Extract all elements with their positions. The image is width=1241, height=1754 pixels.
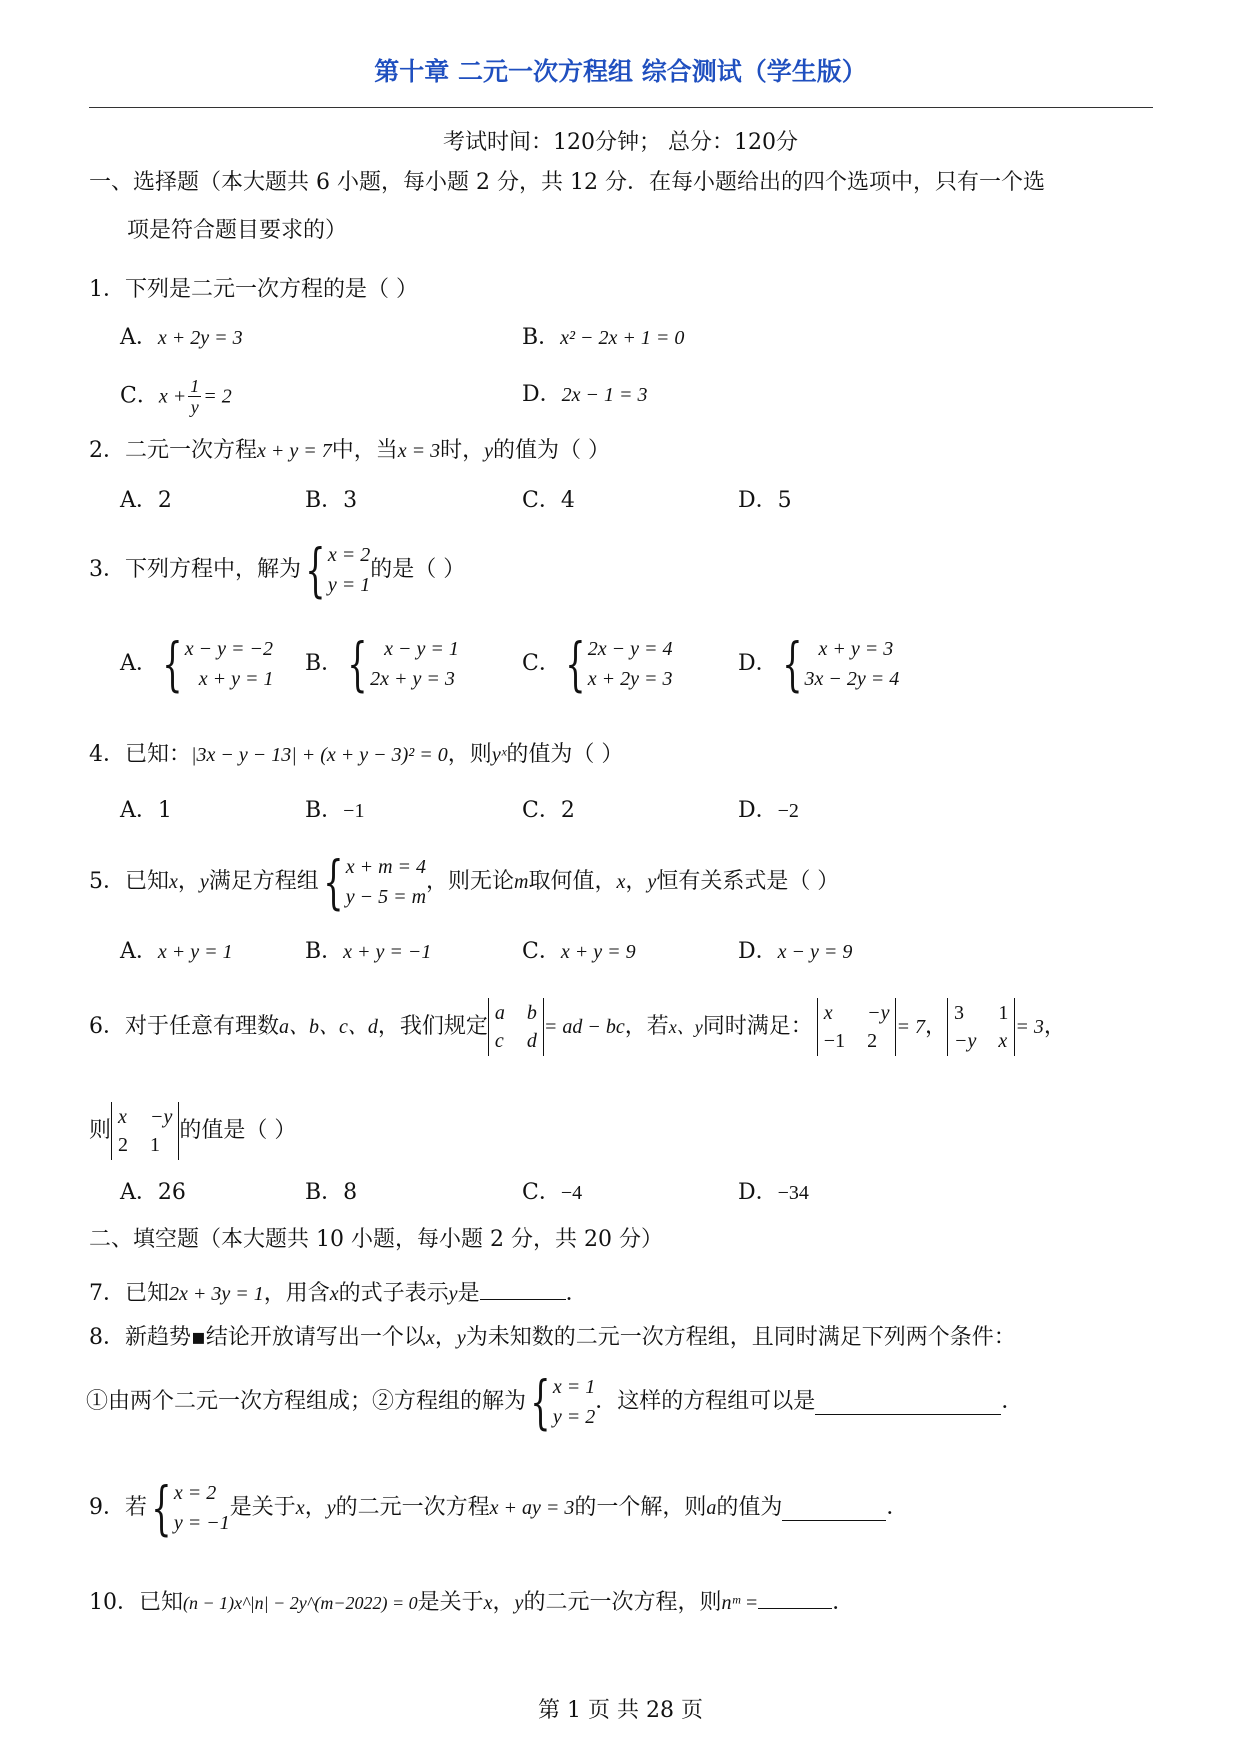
q5-row-2: y − 5 = m — [345, 886, 427, 908]
q2-text-4: 的值为（ ） — [493, 438, 611, 463]
q9-row-2: y = −1 — [173, 1512, 230, 1534]
brace-icon: { — [162, 630, 183, 698]
section1-heading-cont: 项是符合题目要求的） — [127, 218, 348, 243]
q9-text-2: 是关于 — [229, 1495, 296, 1520]
q10-answer-blank[interactable] — [758, 1584, 832, 1609]
q3-b-label: B． — [305, 651, 344, 676]
q5-var-x2: x — [616, 871, 626, 893]
q9-expr: x + ay = 3 — [489, 1497, 575, 1519]
q4-option-c: C．2 — [522, 798, 575, 823]
q10-var-y: y — [514, 1592, 524, 1614]
q3-system — [301, 536, 371, 604]
brace-icon: { — [347, 630, 368, 698]
q1-option-a — [120, 323, 243, 353]
q5-var-x: x — [169, 871, 178, 893]
brace-icon: { — [323, 848, 344, 916]
q2-stem — [89, 436, 610, 466]
q1-c-pre: x + — [158, 385, 187, 408]
q10-expr: (n − 1)x^|n| − 2y^(m−2022) = 0 — [183, 1593, 418, 1613]
q7-text-4: 是 — [457, 1281, 480, 1306]
q8-text-1: 8．新趋势▪结论开放请写出一个以 — [89, 1325, 426, 1350]
q9-answer-blank[interactable] — [782, 1496, 886, 1521]
det-cell: 3 — [953, 1002, 964, 1024]
q5-d-expr: x − y = 9 — [777, 941, 853, 963]
q2-option-c: C．4 — [522, 488, 575, 513]
q1-b-expr: x² − 2x + 1 = 0 — [560, 327, 685, 349]
q5-d-label: D． — [738, 939, 778, 964]
q6-text-4: 同时满足： — [702, 1014, 813, 1039]
q9-var-a: a — [706, 1497, 717, 1519]
q9-row-1: x = 2 — [173, 1482, 217, 1504]
q3-text-1: 3．下列方程中，解为 — [89, 557, 301, 582]
q6-option-b: B．8 — [305, 1180, 358, 1205]
q4-text-2: ，则 — [447, 742, 492, 767]
q5-var-y: y — [199, 871, 209, 893]
q6-d-value: −34 — [777, 1182, 809, 1204]
q4-text-1: 4．已知： — [89, 742, 191, 767]
q6-text-3: ，若 — [624, 1014, 669, 1039]
q6-xy: x、y — [668, 1017, 703, 1037]
q8-text-4: ．这样的方程组可以是 — [595, 1389, 816, 1414]
q4-option-a: A．1 — [120, 798, 172, 823]
q6-definition: = ad − bc — [543, 1016, 625, 1038]
q1-c-post: = 2 — [203, 385, 232, 408]
det-cell: 1 — [150, 1134, 161, 1156]
q3-text-2: 的是（ ） — [370, 557, 466, 582]
q7-expr: 2x + 3y = 1 — [169, 1283, 264, 1305]
q6-option-c — [522, 1178, 582, 1208]
q3-stem — [89, 536, 466, 604]
q5-option-b — [305, 937, 431, 967]
q3-option-c — [522, 630, 673, 698]
q10-end: ． — [832, 1590, 855, 1615]
q2-expr-3: y — [484, 440, 494, 462]
det-cell: −1 — [823, 1030, 846, 1052]
q7-var-y: y — [448, 1283, 458, 1305]
q9-var-y: y — [326, 1497, 336, 1519]
q5-option-d — [738, 937, 852, 967]
brace-icon: { — [565, 630, 586, 698]
q6-option-a: A．26 — [120, 1180, 186, 1205]
q6-text-6: 的值是（ ） — [179, 1118, 297, 1143]
q5-var-y2: y — [647, 871, 657, 893]
q6-determinant-2 — [947, 998, 1015, 1056]
q8-line1 — [89, 1323, 1016, 1353]
q8-text-2: 为未知数的二元一次方程组，且同时满足下列两个条件： — [465, 1325, 1016, 1350]
det-cell: d — [526, 1030, 537, 1052]
q1-c-denominator: y — [190, 397, 199, 417]
q2-expr-1: x + y = 7 — [257, 440, 332, 462]
q1-a-label: A． — [120, 325, 158, 350]
q10-text-3: 的二元一次方程，则 — [523, 1590, 722, 1615]
q2-option-d: D．5 — [738, 488, 792, 513]
q4-b-label: B． — [305, 798, 344, 823]
q5-text-1: 5．已知 — [89, 869, 169, 894]
q1-option-b — [522, 323, 684, 353]
q10-var-x: x — [483, 1592, 493, 1614]
q3-b-row-2: 2x + y = 3 — [370, 668, 455, 690]
q6-text-5: 则 — [89, 1118, 112, 1143]
det-cell: x — [998, 1030, 1008, 1052]
q6-question — [89, 1102, 296, 1160]
q6-comma: ， — [924, 1014, 947, 1039]
det-cell: 1 — [998, 1002, 1009, 1024]
brace-icon: { — [781, 630, 803, 698]
q5-c-expr: x + y = 9 — [560, 941, 636, 963]
q5-system — [319, 848, 427, 916]
q7-answer-blank[interactable] — [480, 1275, 566, 1300]
q1-stem: 1．下列是二元一次方程的是（ ） — [89, 277, 418, 302]
q1-c-numerator: 1 — [190, 376, 200, 396]
q7-stem — [89, 1275, 588, 1309]
q6-determinant-3 — [111, 1102, 179, 1160]
q8-row-1: x = 1 — [552, 1376, 596, 1398]
q7-text-1: 7．已知 — [89, 1281, 169, 1306]
q10-comma: ， — [492, 1590, 515, 1615]
q6-stem — [89, 998, 1066, 1056]
q6-tail: ， — [1043, 1014, 1066, 1039]
q3-option-a — [120, 630, 274, 698]
q4-expr-2: yˣ — [491, 744, 507, 766]
q5-var-m: m — [514, 871, 529, 893]
q4-stem — [89, 740, 623, 770]
q3-a-row-1: x − y = −2 — [184, 638, 274, 660]
q5-option-c — [522, 937, 636, 967]
q2-expr-2: x = 3 — [397, 440, 441, 462]
q3-c-row-2: x + 2y = 3 — [587, 668, 673, 690]
det-cell: x — [823, 1002, 833, 1024]
q6-option-d — [738, 1178, 809, 1208]
section2-heading: 二、填空题（本大题共 10 小题，每小题 2 分，共 20 分） — [89, 1227, 663, 1252]
q2-option-b: B．3 — [305, 488, 358, 513]
q8-var-x: x — [425, 1327, 435, 1349]
det-cell: x — [118, 1106, 127, 1128]
q5-option-a — [120, 937, 233, 967]
q6-text-2: ，我们规定 — [377, 1014, 488, 1039]
q1-b-label: B． — [522, 325, 561, 350]
det-cell: −y — [150, 1106, 173, 1128]
brace-icon: { — [305, 536, 326, 604]
q6-determinant-def — [488, 998, 544, 1056]
det-cell: −y — [953, 1030, 977, 1052]
q5-b-label: B． — [305, 939, 344, 964]
q9-var-x: x — [295, 1497, 305, 1519]
q9-text-5: 的值为 — [716, 1495, 783, 1520]
q8-system — [526, 1368, 596, 1436]
q3-option-b — [305, 630, 459, 698]
brace-icon: { — [151, 1474, 172, 1542]
q9-stem — [89, 1474, 909, 1542]
q8-row-2: y = 2 — [552, 1406, 596, 1428]
q3-option-d — [738, 630, 900, 698]
q3-d-row-1: x + y = 3 — [818, 638, 894, 660]
q2-option-a: A．2 — [120, 488, 172, 513]
q3-d-label: D． — [738, 651, 778, 676]
q9-text-3: 的二元一次方程 — [335, 1495, 490, 1520]
q5-comma-1: ， — [177, 869, 200, 894]
q8-answer-blank[interactable] — [815, 1390, 1001, 1415]
q5-text-3: ，则无论 — [426, 869, 515, 894]
q1-option-d — [522, 380, 648, 410]
q9-text-4: 的一个解，则 — [574, 1495, 707, 1520]
q9-end: ． — [886, 1495, 909, 1520]
q2-text-1: 2．二元一次方程 — [89, 438, 257, 463]
q10-text-1: 10．已知 — [89, 1590, 183, 1615]
q6-eq-2: = 3 — [1015, 1016, 1044, 1038]
q5-comma-2: ， — [625, 869, 648, 894]
q10-stem — [89, 1584, 854, 1618]
q4-option-d — [738, 796, 799, 826]
q9-text-1: 9．若 — [89, 1495, 147, 1520]
q10-expr-2: nᵐ = — [721, 1592, 759, 1614]
q8-line2 — [86, 1368, 1024, 1436]
q3-c-row-1: 2x − y = 4 — [587, 638, 673, 660]
q2-text-3: 时， — [440, 438, 485, 463]
exam-info: 考试时间：120分钟； 总分：120分 — [443, 130, 798, 155]
q9-comma: ， — [304, 1495, 327, 1520]
q5-a-expr: x + y = 1 — [157, 941, 233, 963]
q3-row-1: x = 2 — [327, 544, 371, 566]
q8-text-3: ①由两个二元一次方程组成；②方程组的解为 — [86, 1389, 527, 1414]
q6-determinant-1 — [817, 998, 897, 1056]
q4-d-label: D． — [738, 798, 778, 823]
q3-c-label: C． — [522, 651, 561, 676]
section1-heading: 一、选择题（本大题共 6 小题，每小题 2 分，共 12 分．在每小题给出的四个选项中，只有一个选 — [89, 170, 1045, 195]
q5-text-5: 恒有关系式是（ ） — [656, 869, 840, 894]
q7-text-2: ，用含 — [263, 1281, 330, 1306]
brace-icon: { — [530, 1368, 551, 1436]
q8-var-y: y — [456, 1327, 466, 1349]
q7-end: ． — [565, 1281, 588, 1306]
q4-option-b — [305, 796, 364, 826]
q4-text-3: 的值为（ ） — [506, 742, 624, 767]
q8-end: ． — [1001, 1389, 1024, 1414]
det-cell: 2 — [867, 1030, 878, 1052]
q5-row-1: x + m = 4 — [345, 856, 427, 878]
q1-d-expr: 2x − 1 = 3 — [561, 384, 648, 406]
det-cell: c — [494, 1030, 504, 1052]
q9-system — [147, 1474, 230, 1542]
q4-expr: |3x − y − 13| + (x + y − 3)² = 0 — [191, 744, 448, 766]
det-cell: a — [494, 1002, 505, 1024]
page-footer: 第 1 页 共 28 页 — [538, 1698, 703, 1723]
document-title: 第十章 二元一次方程组 综合测试（学生版） — [374, 57, 867, 86]
q2-text-2: 中，当 — [331, 438, 398, 463]
q5-b-expr: x + y = −1 — [343, 941, 432, 963]
q5-text-2: 满足方程组 — [208, 869, 319, 894]
q7-var-x: x — [329, 1283, 339, 1305]
q10-text-2: 是关于 — [417, 1590, 484, 1615]
q6-c-label: C． — [522, 1180, 561, 1205]
q3-a-label: A． — [120, 651, 158, 676]
det-cell: b — [526, 1002, 537, 1024]
q7-text-3: 的式子表示 — [338, 1281, 449, 1306]
q1-c-label: C． — [120, 383, 159, 409]
q5-stem — [89, 848, 840, 916]
q3-row-2: y = 1 — [327, 574, 371, 596]
q6-vars: a、b、c、d — [279, 1016, 378, 1038]
q4-d-value: −2 — [777, 800, 799, 822]
q4-b-value: −1 — [343, 800, 365, 822]
q6-c-value: −4 — [560, 1182, 583, 1204]
title-divider — [89, 107, 1153, 108]
q5-text-4: 取何值， — [528, 869, 617, 894]
q1-d-label: D． — [522, 382, 562, 407]
q1-a-expr: x + 2y = 3 — [157, 327, 243, 349]
q3-b-row-1: x − y = 1 — [384, 638, 459, 660]
q6-text-1: 6．对于任意有理数 — [89, 1014, 279, 1039]
q6-eq-1: = 7 — [896, 1016, 925, 1038]
q1-option-c — [120, 376, 232, 417]
det-cell: 2 — [118, 1134, 129, 1156]
q6-d-label: D． — [738, 1180, 778, 1205]
q5-c-label: C． — [522, 939, 561, 964]
q8-comma: ， — [434, 1325, 457, 1350]
q5-a-label: A． — [120, 939, 158, 964]
det-cell: −y — [867, 1002, 890, 1024]
q3-d-row-2: 3x − 2y = 4 — [804, 668, 900, 690]
q3-a-row-2: x + y = 1 — [198, 668, 274, 690]
